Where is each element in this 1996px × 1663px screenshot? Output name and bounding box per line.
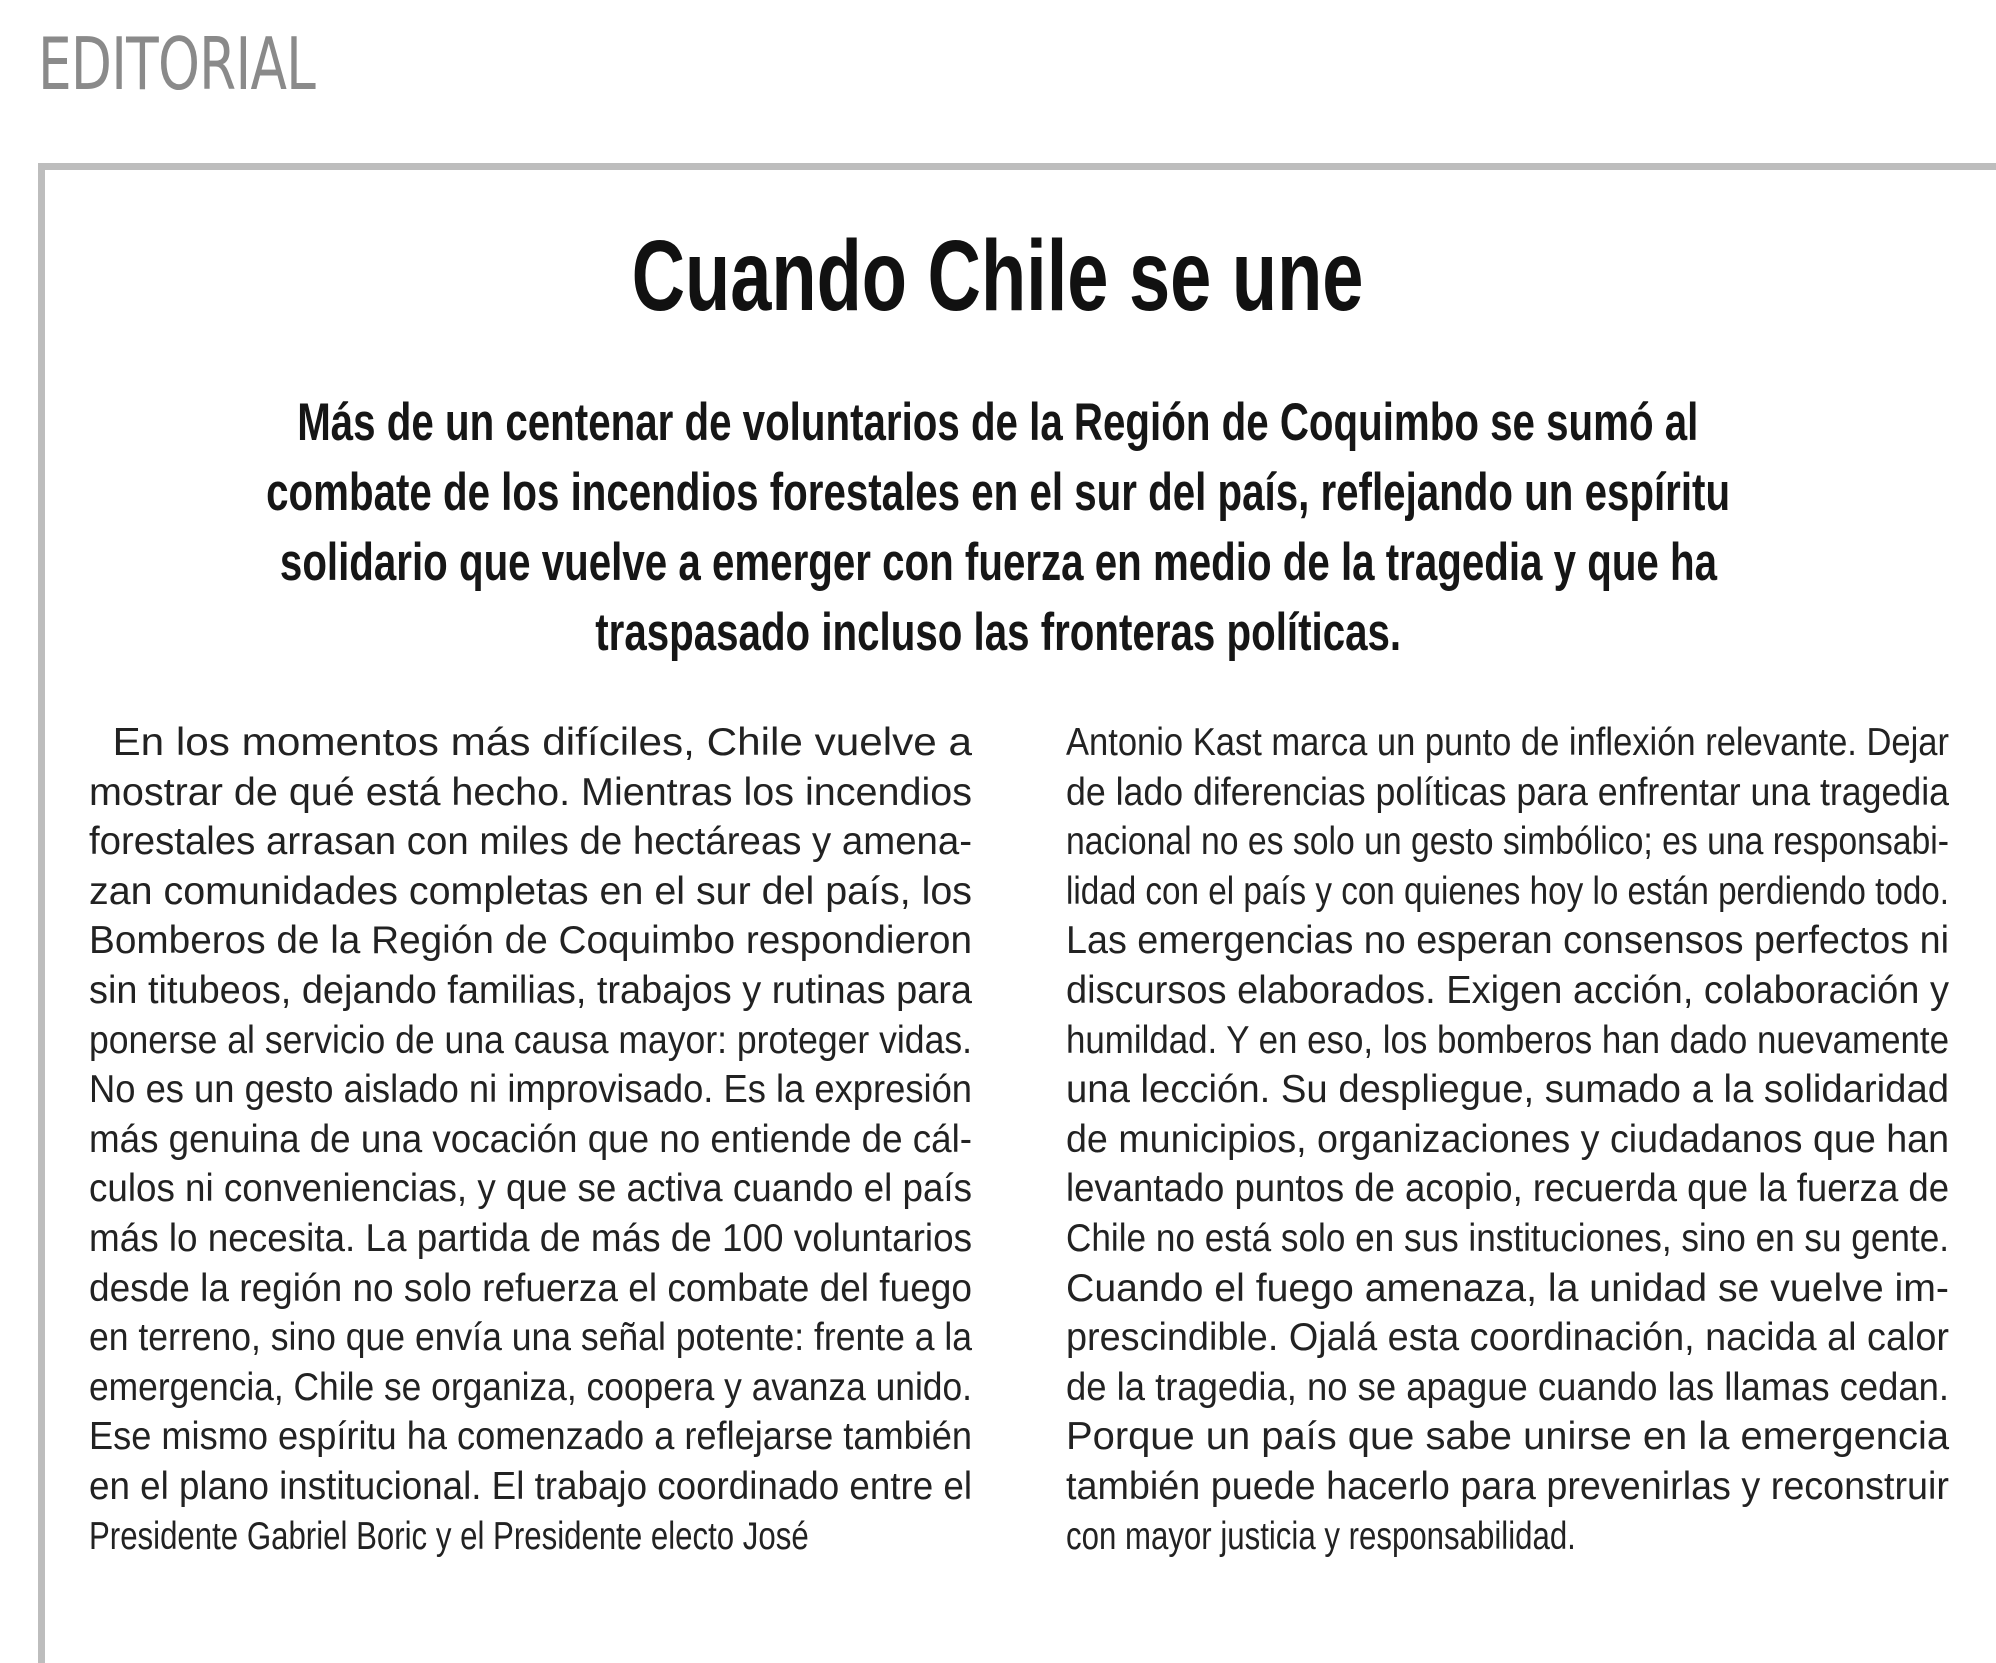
- body-line-text: de municipios, organizaciones y ciudadanos que han: [1066, 1117, 1950, 1161]
- body-line: [89, 1115, 1062, 1165]
- lede-line: [0, 528, 1996, 598]
- body-line: [89, 1363, 1062, 1413]
- body-line: [89, 867, 1062, 917]
- body-line-text: lidad con el país y con quienes hoy lo están perdiendo todo.: [1066, 869, 1950, 913]
- body-line: [1066, 1264, 1996, 1314]
- body-line-text: zan comunidades completas en el sur del país, los: [89, 869, 973, 913]
- body-line: [89, 1214, 1062, 1264]
- body-line-text: sin titubeos, dejando familias, trabajos y rutinas para: [89, 968, 973, 1012]
- body-line-text: forestales arrasan con miles de hectáreas y amena-: [89, 820, 973, 864]
- body-line: [1066, 1313, 1996, 1363]
- lede-line-text: traspasado incluso las fronteras políticas.: [595, 603, 1401, 662]
- body-line: [1066, 817, 1996, 867]
- body-line-text: Antonio Kast marca un punto de inflexión relevante. Dejar: [1066, 721, 1949, 764]
- body-line-text: No es un gesto aislado ni improvisado. Es la expresión: [89, 1068, 973, 1112]
- body-line-text: de lado diferencias políticas para enfrentar una tragedia: [1066, 770, 1949, 814]
- body-line-text: Porque un país que sabe unirse en la emergencia: [1066, 1415, 1950, 1459]
- body-line: [89, 1512, 1062, 1562]
- lede-line-text: solidario que vuelve a emerger con fuerza en medio de la tragedia y que ha: [279, 533, 1717, 592]
- body-line-text: culos ni conveniencias, y que se activa cuando el país: [89, 1167, 973, 1211]
- body-line-text: Cuando el fuego amenaza, la unidad se vuelve im-: [1066, 1266, 1949, 1310]
- body-line-text: mostrar de qué está hecho. Mientras los incendios: [89, 770, 972, 814]
- body-line-text: Bomberos de la Región de Coquimbo respondieron: [89, 919, 973, 963]
- body-line-text: prescindible. Ojalá esta coordinación, nacida al calor: [1066, 1316, 1950, 1360]
- body-line-text: más genuina de una vocación que no entiende de cál-: [89, 1117, 973, 1161]
- body-line: [89, 1264, 1062, 1314]
- body-line: [1066, 1462, 1996, 1512]
- body-line-text: en el plano institucional. El trabajo coordinado entre el: [89, 1464, 973, 1508]
- body-line: [89, 966, 1062, 1016]
- body-line: [89, 1016, 1062, 1066]
- body-line: [89, 1412, 1062, 1462]
- lede-line-text: Más de un centenar de voluntarios de la Región de Coquimbo se sumó al: [297, 393, 1699, 452]
- body-line-text: levantado puntos de acopio, recuerda que la fuerza de: [1066, 1167, 1950, 1211]
- body-line: [89, 1313, 1062, 1363]
- body-line: [1066, 718, 1996, 768]
- body-line: [1066, 1214, 1996, 1264]
- body-line-text: En los momentos más difíciles, Chile vuelve a: [89, 721, 972, 764]
- body-line-text: una lección. Su despliegue, sumado a la solidaridad: [1066, 1068, 1950, 1112]
- body-line: [1066, 1016, 1996, 1066]
- body-line-text: Presidente Gabriel Boric y el Presidente electo José: [89, 1514, 809, 1558]
- body-line: [1066, 1363, 1996, 1413]
- body-line: [1066, 1115, 1996, 1165]
- body-line: [1066, 1164, 1996, 1214]
- body-line-text: también puede hacerlo para prevenirlas y reconstruir: [1066, 1464, 1949, 1508]
- body-line-text: nacional no es solo un gesto simbólico; es una responsabi-: [1066, 820, 1949, 864]
- body-line: [89, 1164, 1062, 1214]
- lede-line: [0, 388, 1996, 458]
- lede-line: [0, 458, 1996, 528]
- body-line: [1066, 867, 1996, 917]
- lede-line: [0, 598, 1996, 668]
- body-line: [1066, 916, 1996, 966]
- headline: [0, 220, 1996, 332]
- body-line: [89, 1065, 1062, 1115]
- body-line-text: humildad. Y en eso, los bomberos han dado nuevamente: [1066, 1018, 1949, 1062]
- body-line-text: emergencia, Chile se organiza, coopera y avanza unido.: [89, 1365, 972, 1409]
- body-line-text: Las emergencias no esperan consensos perfectos ni: [1066, 919, 1949, 963]
- body-line-text: con mayor justicia y responsabilidad.: [1066, 1514, 1576, 1558]
- body-line: [1066, 1512, 1996, 1562]
- body-line-text: desde la región no solo refuerza el combate del fuego: [89, 1266, 972, 1310]
- body-column-right: [1066, 718, 1996, 1561]
- body-line-text: de la tragedia, no se apague cuando las llamas cedan.: [1066, 1365, 1950, 1409]
- body-line: [89, 916, 1062, 966]
- body-line: [1066, 768, 1996, 818]
- body-line: [89, 817, 1062, 867]
- body-line: [89, 1462, 1062, 1512]
- body-line: [89, 768, 1062, 818]
- lede: [0, 388, 1996, 668]
- body-line: [89, 718, 1062, 768]
- body-line-text: Chile no está solo en sus instituciones, sino en su gente.: [1066, 1216, 1950, 1260]
- body-line-text: ponerse al servicio de una causa mayor: proteger vidas.: [89, 1018, 972, 1062]
- body-line-text: en terreno, sino que envía una señal potente: frente a la: [89, 1316, 973, 1360]
- headline-text: Cuando Chile se une: [632, 220, 1364, 332]
- body-line: [1066, 966, 1996, 1016]
- body-line-text: discursos elaborados. Exigen acción, colaboración y: [1066, 968, 1949, 1012]
- section-label: EDITORIAL: [38, 22, 316, 106]
- body-column-left: [89, 718, 1062, 1561]
- lede-line-text: combate de los incendios forestales en el sur del país, reflejando un espíritu: [266, 463, 1730, 522]
- body-line: [1066, 1065, 1996, 1115]
- body-line-text: Ese mismo espíritu ha comenzado a reflejarse también: [89, 1415, 973, 1459]
- body-line-text: más lo necesita. La partida de más de 100 voluntarios: [89, 1216, 972, 1260]
- body-line: [1066, 1412, 1996, 1462]
